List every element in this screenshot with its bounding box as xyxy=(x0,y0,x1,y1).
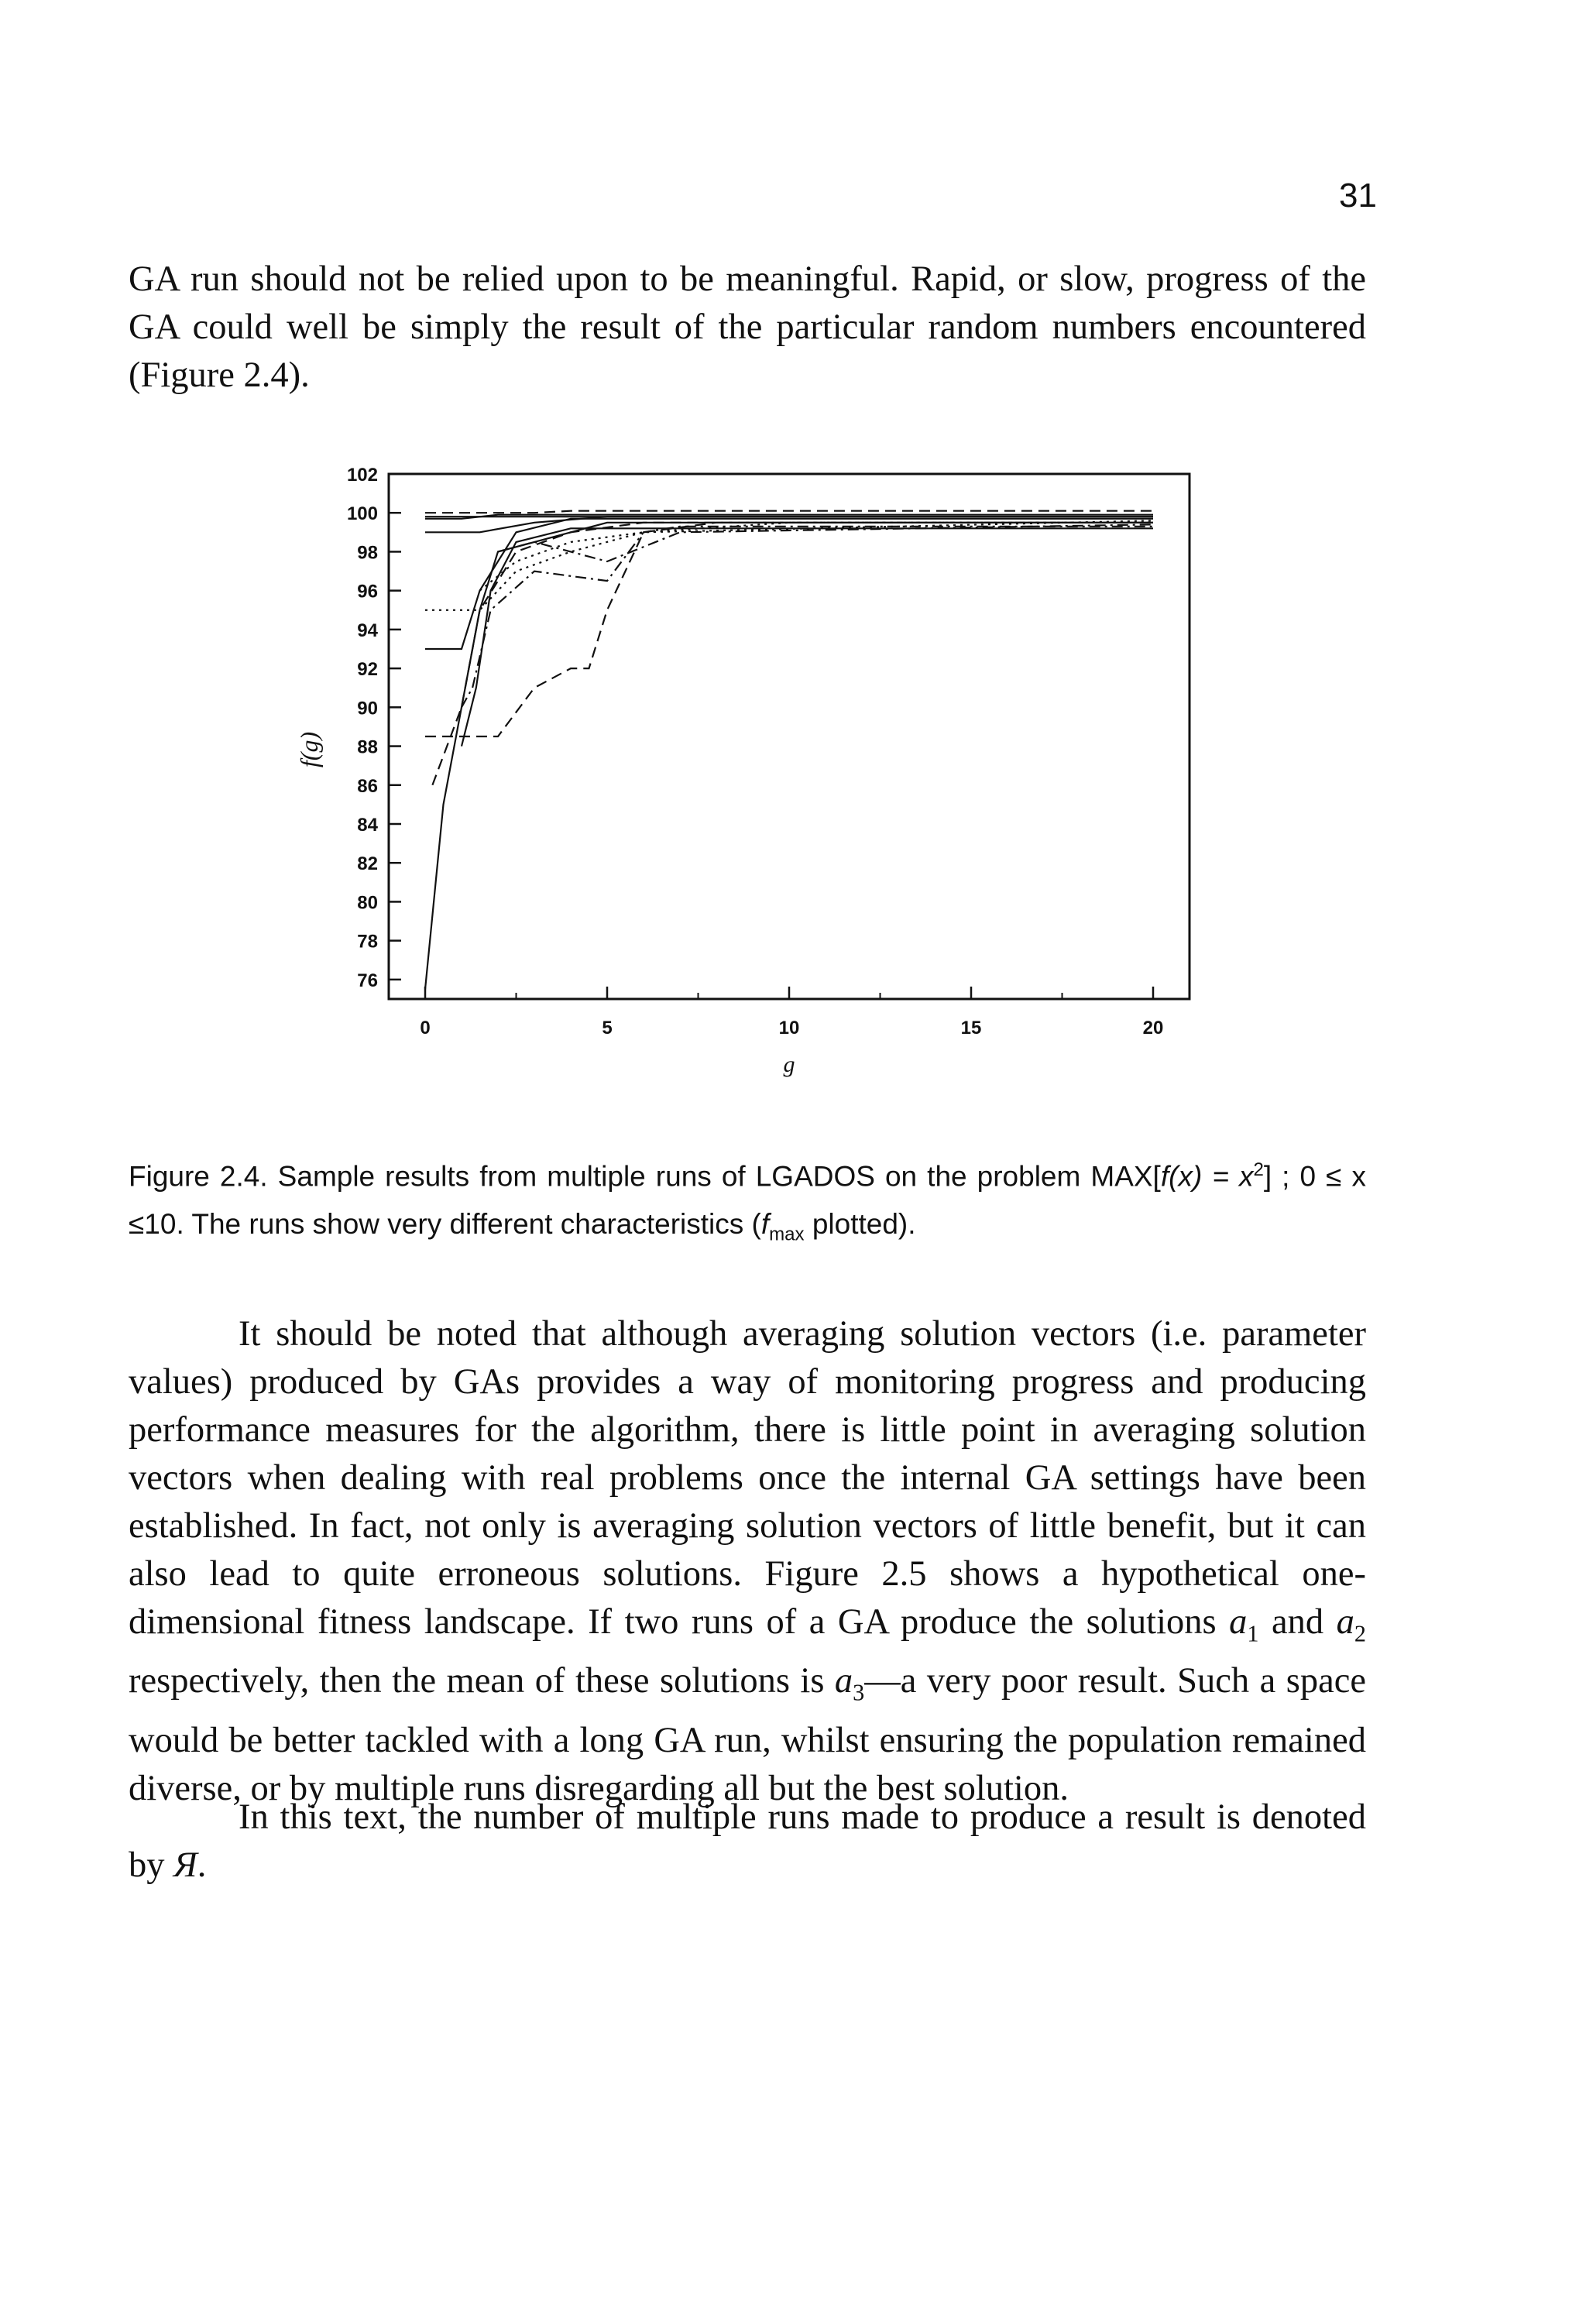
y-tick-label: 100 xyxy=(346,503,378,525)
var-a1: a xyxy=(1229,1602,1248,1642)
var-a3: a xyxy=(834,1661,853,1701)
var-a1-sub: 1 xyxy=(1247,1620,1259,1647)
series-line-6 xyxy=(425,523,1153,610)
series-line-12 xyxy=(498,524,1153,561)
caption-f: f xyxy=(1160,1160,1169,1193)
y-tick-label: 94 xyxy=(357,620,378,641)
para3-text-1: In this text, the number of multiple runs made to produce a result is denoted by xyxy=(129,1797,1366,1885)
paragraph-multiple-runs xyxy=(129,1794,1366,1890)
y-axis-label: f(g) xyxy=(295,731,323,768)
var-a2: a xyxy=(1336,1602,1354,1642)
series-line-7 xyxy=(480,520,1154,590)
plot-frame xyxy=(389,474,1190,999)
y-tick-label: 88 xyxy=(357,736,378,758)
y-tick-label: 80 xyxy=(357,892,378,914)
y-tick-label: 86 xyxy=(357,775,378,797)
y-tick-label: 76 xyxy=(357,970,378,991)
series-line-8 xyxy=(425,523,1153,736)
var-a3-sub: 3 xyxy=(853,1679,865,1706)
y-tick-label: 90 xyxy=(357,698,378,719)
para3-text-2: . xyxy=(197,1845,207,1885)
x-tick-label: 5 xyxy=(602,1018,613,1038)
caption-fmax-f: f xyxy=(760,1208,770,1241)
y-tick-label: 98 xyxy=(357,542,378,564)
x-tick-label: 0 xyxy=(420,1018,431,1038)
caption-text-1: Figure 2.4. Sample results from multiple runs of LGADOS on the problem MAX[ xyxy=(129,1160,1161,1193)
x-tick-label: 10 xyxy=(778,1018,800,1038)
caption-fmax-sub: max xyxy=(769,1224,805,1245)
caption-text-2: ] ; 0 ≤ x ≤10. The runs show very different characteristics ( xyxy=(129,1160,1366,1241)
paragraph-intro: GA run should not be relied upon to be meaningful. Rapid, or slow, progress of the GA could well be simply the result of the particular random numbers encountered (Figure 2.4). xyxy=(129,259,1366,395)
para2-text-1: It should be noted that although averaging solution vectors (i.e. parameter values) produced by GAs provides a way of monitoring progress and producing performance measures for the algorithm, there is little point in averaging solution vectors when dealing with real problems once the internal GA settings have been established. In fact, not only is averaging solution vectors of little benefit, but it can also lead to quite erroneous solutions. Figure 2.5 shows a hypothetical one-dimensional fitness landscape. If two runs of a GA produce the solutions xyxy=(129,1314,1366,1642)
para2-text-2: and xyxy=(1258,1602,1337,1642)
caption-x-eq: (x) = x xyxy=(1169,1160,1254,1193)
series-line-10 xyxy=(425,511,1153,513)
series-line-11 xyxy=(462,527,1153,708)
x-axis-label: g xyxy=(783,1052,795,1077)
series-line-13 xyxy=(462,528,1153,746)
caption-square: 2 xyxy=(1253,1159,1264,1180)
x-tick-label: 15 xyxy=(960,1018,982,1038)
y-tick-label: 92 xyxy=(357,659,378,681)
para2-text-4: —a very poor result. Such a space would be better tackled with a long GA run, whilst ensuring the population remained diverse, or by multiple runs disregarding all but the best solution. xyxy=(129,1661,1366,1808)
y-tick-label: 84 xyxy=(357,815,378,836)
x-tick-label: 20 xyxy=(1142,1018,1164,1038)
series-line-1 xyxy=(425,523,1153,990)
paragraph-averaging xyxy=(129,1310,1366,1813)
y-tick-label: 82 xyxy=(357,853,378,875)
y-tick-label: 102 xyxy=(346,465,378,486)
var-a2-sub: 2 xyxy=(1354,1620,1366,1647)
y-tick-label: 78 xyxy=(357,931,378,953)
y-tick-label: 96 xyxy=(357,581,378,602)
caption-text-3: plotted). xyxy=(804,1208,916,1241)
figure-caption xyxy=(129,1146,1366,1259)
symbol-runs: Я xyxy=(173,1845,197,1885)
page-number: 31 xyxy=(1339,177,1377,215)
para2-text-3: respectively, then the mean of these solutions is xyxy=(129,1661,835,1701)
